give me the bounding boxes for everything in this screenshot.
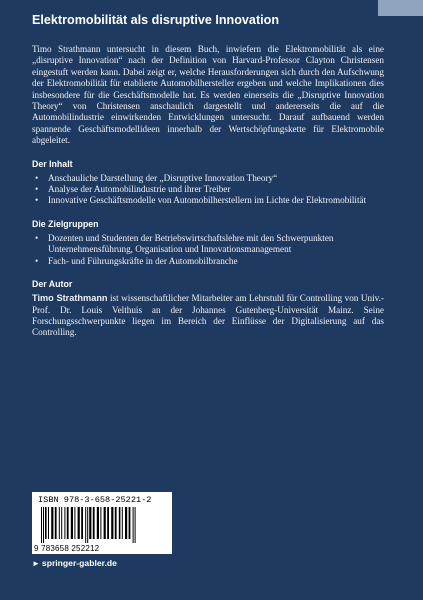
list-item-text: Analyse der Automobilindustrie und ihrer Treiber (48, 184, 231, 195)
list-item (32, 173, 384, 184)
author-bio: ist wissenschaftlicher Mitarbeiter am Lehrstuhl für Controlling von Univ.-Prof. Dr. Louis Velthuis an der Johannes Gutenberg-Universität Mainz. Seine Forschungsschwerpunkte liegen im Bereich der Einflüsse der Digitalisierung auf das Controlling. (32, 293, 384, 338)
barcode-bar (51, 507, 53, 539)
barcode-bar (61, 507, 62, 539)
bullet-icon: • (35, 232, 39, 243)
barcode-bar (133, 507, 134, 543)
arrow-right-icon: ► (32, 559, 40, 568)
publisher-url: springer-gabler.de (41, 558, 117, 568)
barcode-bar (41, 507, 42, 543)
barcode-bar (107, 507, 109, 539)
author-name: Timo Strathmann (32, 293, 108, 304)
barcode-bar (43, 507, 44, 543)
barcode-bar (74, 507, 75, 539)
barcode-bar (115, 507, 117, 539)
barcode-bar (48, 507, 49, 539)
section-title-inhalt: Der Inhalt (32, 158, 73, 169)
barcode-bar (111, 507, 113, 539)
section-title-zielgruppen: Die Zielgruppen (32, 218, 99, 229)
list-item (32, 184, 384, 195)
back-cover-content (32, 44, 384, 339)
barcode-bar (78, 507, 80, 539)
list-item (32, 195, 384, 206)
bullet-icon: • (35, 184, 39, 195)
barcode-bar (129, 507, 131, 539)
book-title-heading: Elektromobilität als disruptive Innovation (32, 13, 280, 27)
barcode-bar (87, 507, 88, 543)
barcode-bar (85, 507, 86, 543)
barcode-bar (125, 507, 127, 539)
barcode-bar (89, 507, 91, 539)
barcode-bar (93, 507, 95, 539)
list-item (32, 256, 384, 267)
barcode-bar (104, 507, 106, 539)
barcode-bar (122, 507, 123, 539)
barcode-bar (67, 507, 69, 539)
barcode-digits: 9 783658 252212 (34, 544, 100, 553)
bullet-icon: • (35, 255, 39, 266)
inhalt-list (32, 173, 384, 207)
isbn-number: ISBN 978-3-658-25221-2 (38, 495, 152, 505)
list-item (32, 233, 384, 256)
list-item-text: Fach- und Führungskräfte in der Automobilbranche (48, 255, 238, 266)
list-item-text: Innovative Geschäftsmodelle von Automobilherstellern im Lichte der Elektromobilität (48, 195, 367, 206)
barcode-icon (40, 507, 164, 543)
barcode-bar (71, 507, 73, 539)
intro-paragraph: Timo Strathmann untersucht in diesem Buch, inwiefern die Elektromobilität als eine „disruptive Innovation“ nach der Definition von Harvard-Professor Clayton Christensen eingestuft werden kann. Dabei zeigt er, welche Herausforderungen sich durch den Aufschwung der Elektromobilität für etablierte Automobilhersteller ergeben und welche Implikationen dies insbesondere für die Geschäftsmodelle hat. Es werden einerseits die „Disruptive Innovation Theory“ von Christensen anschaulich dargestellt und andererseits die auf die Automobilindustrie einwirkenden Entwicklungen untersucht. Darauf aufbauend werden spannende Geschäftsmodellideen innerhalb der Wertschöpfungskette für Elektromobile abgeleitet. (32, 44, 384, 146)
barcode-bar (97, 507, 99, 539)
barcode-bar (81, 507, 83, 539)
list-item-text: Dozenten und Studenten der Betriebswirtschaftslehre mit den Schwerpunkten Unternehmensführung, Organisation und Innovationsmanagement (48, 232, 334, 255)
publisher-link[interactable] (32, 558, 117, 569)
barcode-bar (135, 507, 136, 543)
isbn-barcode-box (32, 492, 172, 554)
list-item-text: Anschauliche Darstellung der „Disruptive Innovation Theory“ (48, 172, 278, 183)
barcode-bar (45, 507, 47, 539)
section-title-autor: Der Autor (32, 279, 73, 290)
barcode-bar (64, 507, 65, 539)
author-paragraph (32, 293, 384, 339)
bullet-icon: • (35, 195, 39, 206)
zielgruppen-list (32, 233, 384, 267)
barcode-bar (59, 507, 60, 539)
barcode-bar (55, 507, 57, 539)
barcode-bar (119, 507, 121, 539)
bullet-icon: • (35, 172, 39, 183)
accent-bar (378, 0, 423, 16)
barcode-bar (100, 507, 101, 539)
